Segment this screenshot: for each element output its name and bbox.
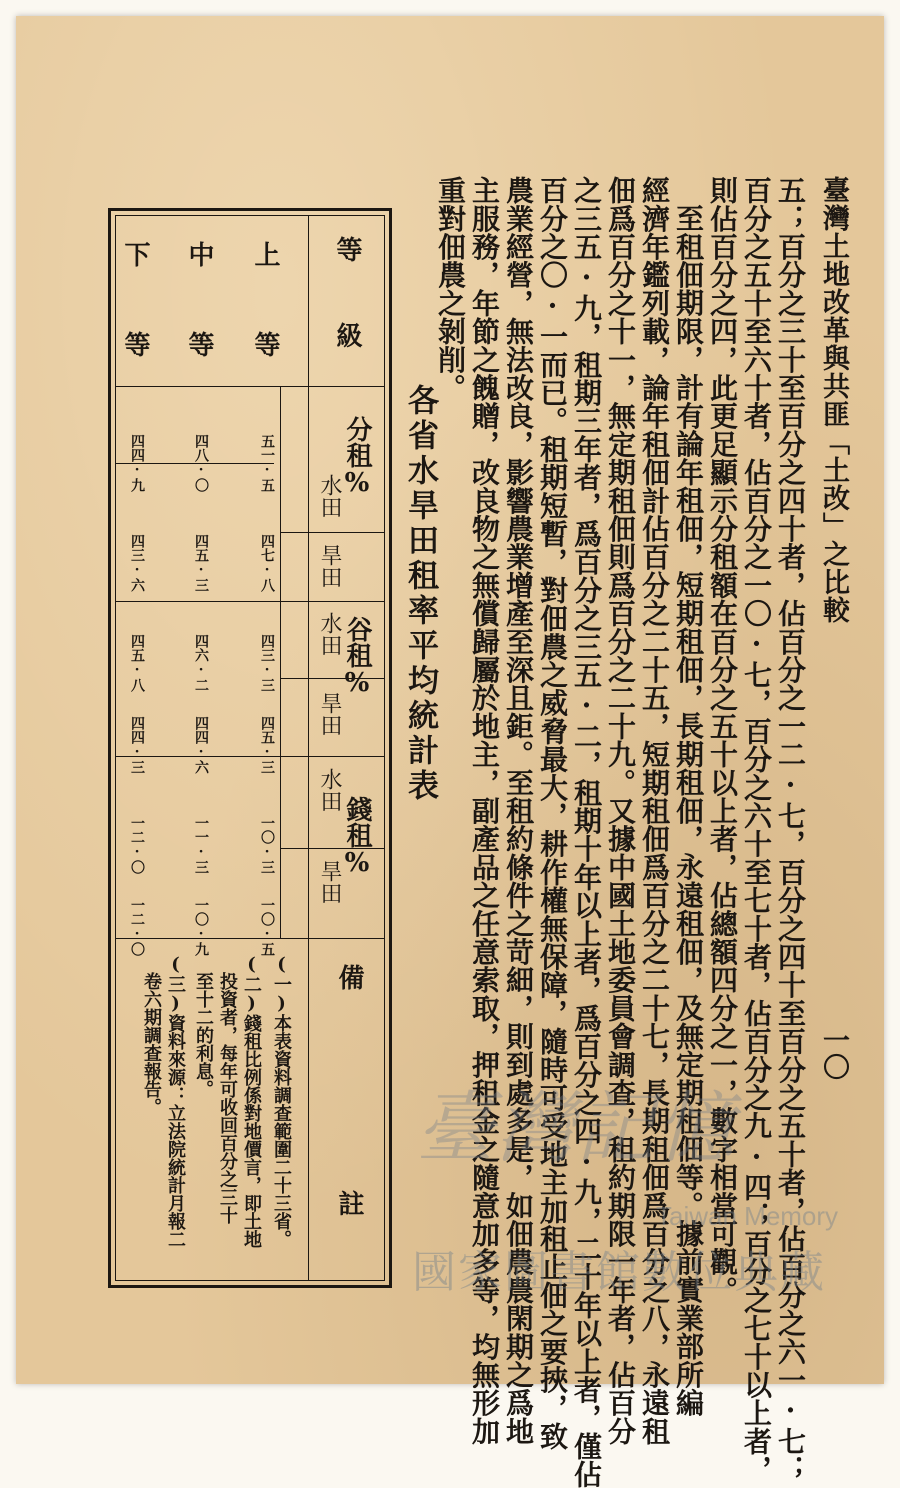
body-column-8: 百分之〇·一而已。租期短暫，對佃農之威脅最大，耕作權無保障，隨時可受地主加租止佃之要挾，致 (536, 176, 569, 1450)
cell-middle-cash-dry: 一〇·九 (193, 898, 209, 956)
group-header-share-rent: 分租% (342, 416, 372, 498)
table-rule-group-1 (116, 601, 384, 602)
rent-rate-table (108, 208, 392, 1416)
cell-lower-grain-dry: 四四·三 (129, 716, 145, 774)
subheader-cash-paddy: 水田 (317, 768, 342, 812)
table-note-1: (一)本表資料調查範圍二十三省。 (271, 954, 292, 1248)
group-header-cash-rent: 錢租% (342, 796, 372, 878)
body-column-1: 五；百分之三十至百分之四十者，佔百分之一二·七，百分之四十至百分之五十者，佔百分之六一·七； (774, 176, 807, 1484)
cell-upper-share-dry: 四七·八 (259, 534, 275, 592)
watermark-calligraphy: 臺灣記憶 (416, 1084, 737, 1174)
table-rule-header-col (308, 216, 309, 1280)
table-title: 各省水旱田租率平均統計表 (402, 384, 438, 804)
cell-middle-grain-dry: 四四·六 (193, 716, 209, 774)
body-column-11: 重對佃農之剝削。 (434, 176, 467, 402)
cell-middle-share-paddy: 四八·〇 (193, 434, 209, 492)
body-column-9: 農業經營，無法改良，影響農業增產至深且鉅。至租約條件之苛細，則到處多是，如佃農農閑期之爲地 (502, 176, 535, 1445)
grade-header: 等級 (332, 236, 362, 408)
table-note-3b: 卷六期調查報告。 (141, 972, 162, 1116)
body-column-2: 百分之五十至六十者，佔百分之一〇·七，百分之六十至七十者，佔百分之九·四；百分之七十以上者， (740, 176, 773, 1484)
table-rule-subheader-col (280, 386, 281, 938)
cell-upper-cash-dry: 一〇·五 (259, 898, 275, 956)
cell-upper-share-paddy: 五一·五 (259, 434, 275, 492)
table-rule-sub-1 (280, 532, 384, 533)
body-column-10: 主服務，年節之餽贈，改良物之無償歸屬於地主，副產品之任意索取，押租金之隨意加多等，均無形加 (468, 176, 501, 1445)
cell-middle-share-dry: 四五·三 (193, 534, 209, 592)
remark-header: 備註 (334, 964, 364, 1416)
table-note-2b: 投資者，每年可收回百分之三十 (217, 972, 238, 1224)
body-column-4: 至租佃期限，計有論年租佃，短期租佃，長期租佃，永遠租佃，及無定期租佃等。據前實業部所編 (672, 204, 705, 1417)
cell-middle-cash-paddy: 一一·三 (193, 816, 209, 874)
table-inner-frame (115, 215, 385, 1416)
group-header-grain-rent: 谷租% (342, 616, 372, 698)
table-rule-group-2 (116, 756, 384, 757)
subheader-grain-dry: 旱田 (317, 692, 342, 736)
watermark-institution: 國家圖書館數位典藏 (412, 1247, 826, 1298)
cell-lower-grain-paddy: 四五·八 (129, 634, 145, 692)
book-page (16, 16, 884, 1488)
grade-middle: 中等 (184, 241, 214, 421)
cell-lower-share-paddy: 四四·九 (129, 434, 145, 492)
cell-upper-grain-paddy: 四三·三 (259, 634, 275, 692)
body-column-3: 則佔百分之四，此更足顯示分租額在百分之五十以上者，佔總額四分之一，數字相當可觀。 (706, 176, 739, 1304)
cell-lower-cash-dry: 一二·〇 (129, 898, 145, 956)
subheader-share-paddy: 水田 (317, 474, 342, 518)
cell-middle-grain-paddy: 四六·二 (193, 634, 209, 692)
cell-lower-cash-paddy: 一二·〇 (129, 816, 145, 874)
page-number: 一〇 (818, 1026, 849, 1080)
body-column-6: 佃爲百分之十一，無定期租佃則爲百分之二十九。又據中國土地委員會調查，租約期限一年者，佔百分 (604, 176, 637, 1445)
watermark-english: Taiwan Memory (656, 1201, 839, 1231)
grade-upper: 上等 (250, 241, 280, 421)
grade-lower: 下等 (120, 241, 150, 421)
cell-upper-cash-paddy: 一〇·三 (259, 816, 275, 874)
body-column-5: 經濟年鑑列載，論年租佃計佔百分之二十五，短期租佃爲百分之二十七，長期租佃爲百分之八，永遠租 (638, 176, 671, 1445)
cell-lower-share-dry: 四三·六 (129, 534, 145, 592)
table-note-2c: 至十二的利息。 (193, 972, 214, 1098)
body-column-7: 之三五·九，租期三年者，爲百分之三五·二，租期十年以上者，爲百分之四·九，二十年以上者，僅佔 (570, 176, 603, 1488)
table-note-2a: (二)錢租比例係對地價言，即土地 (241, 954, 262, 1248)
running-head: 臺灣土地改革與共匪「土改」之比較 (818, 176, 849, 624)
table-note-3a: (三)資料來源：立法院統計月報二 (165, 954, 186, 1248)
subheader-grain-paddy: 水田 (317, 612, 342, 656)
cell-upper-grain-dry: 四五·三 (259, 716, 275, 774)
table-rule-group-3 (116, 938, 384, 939)
subheader-share-dry: 旱田 (317, 544, 342, 588)
subheader-cash-dry: 旱田 (317, 860, 342, 904)
